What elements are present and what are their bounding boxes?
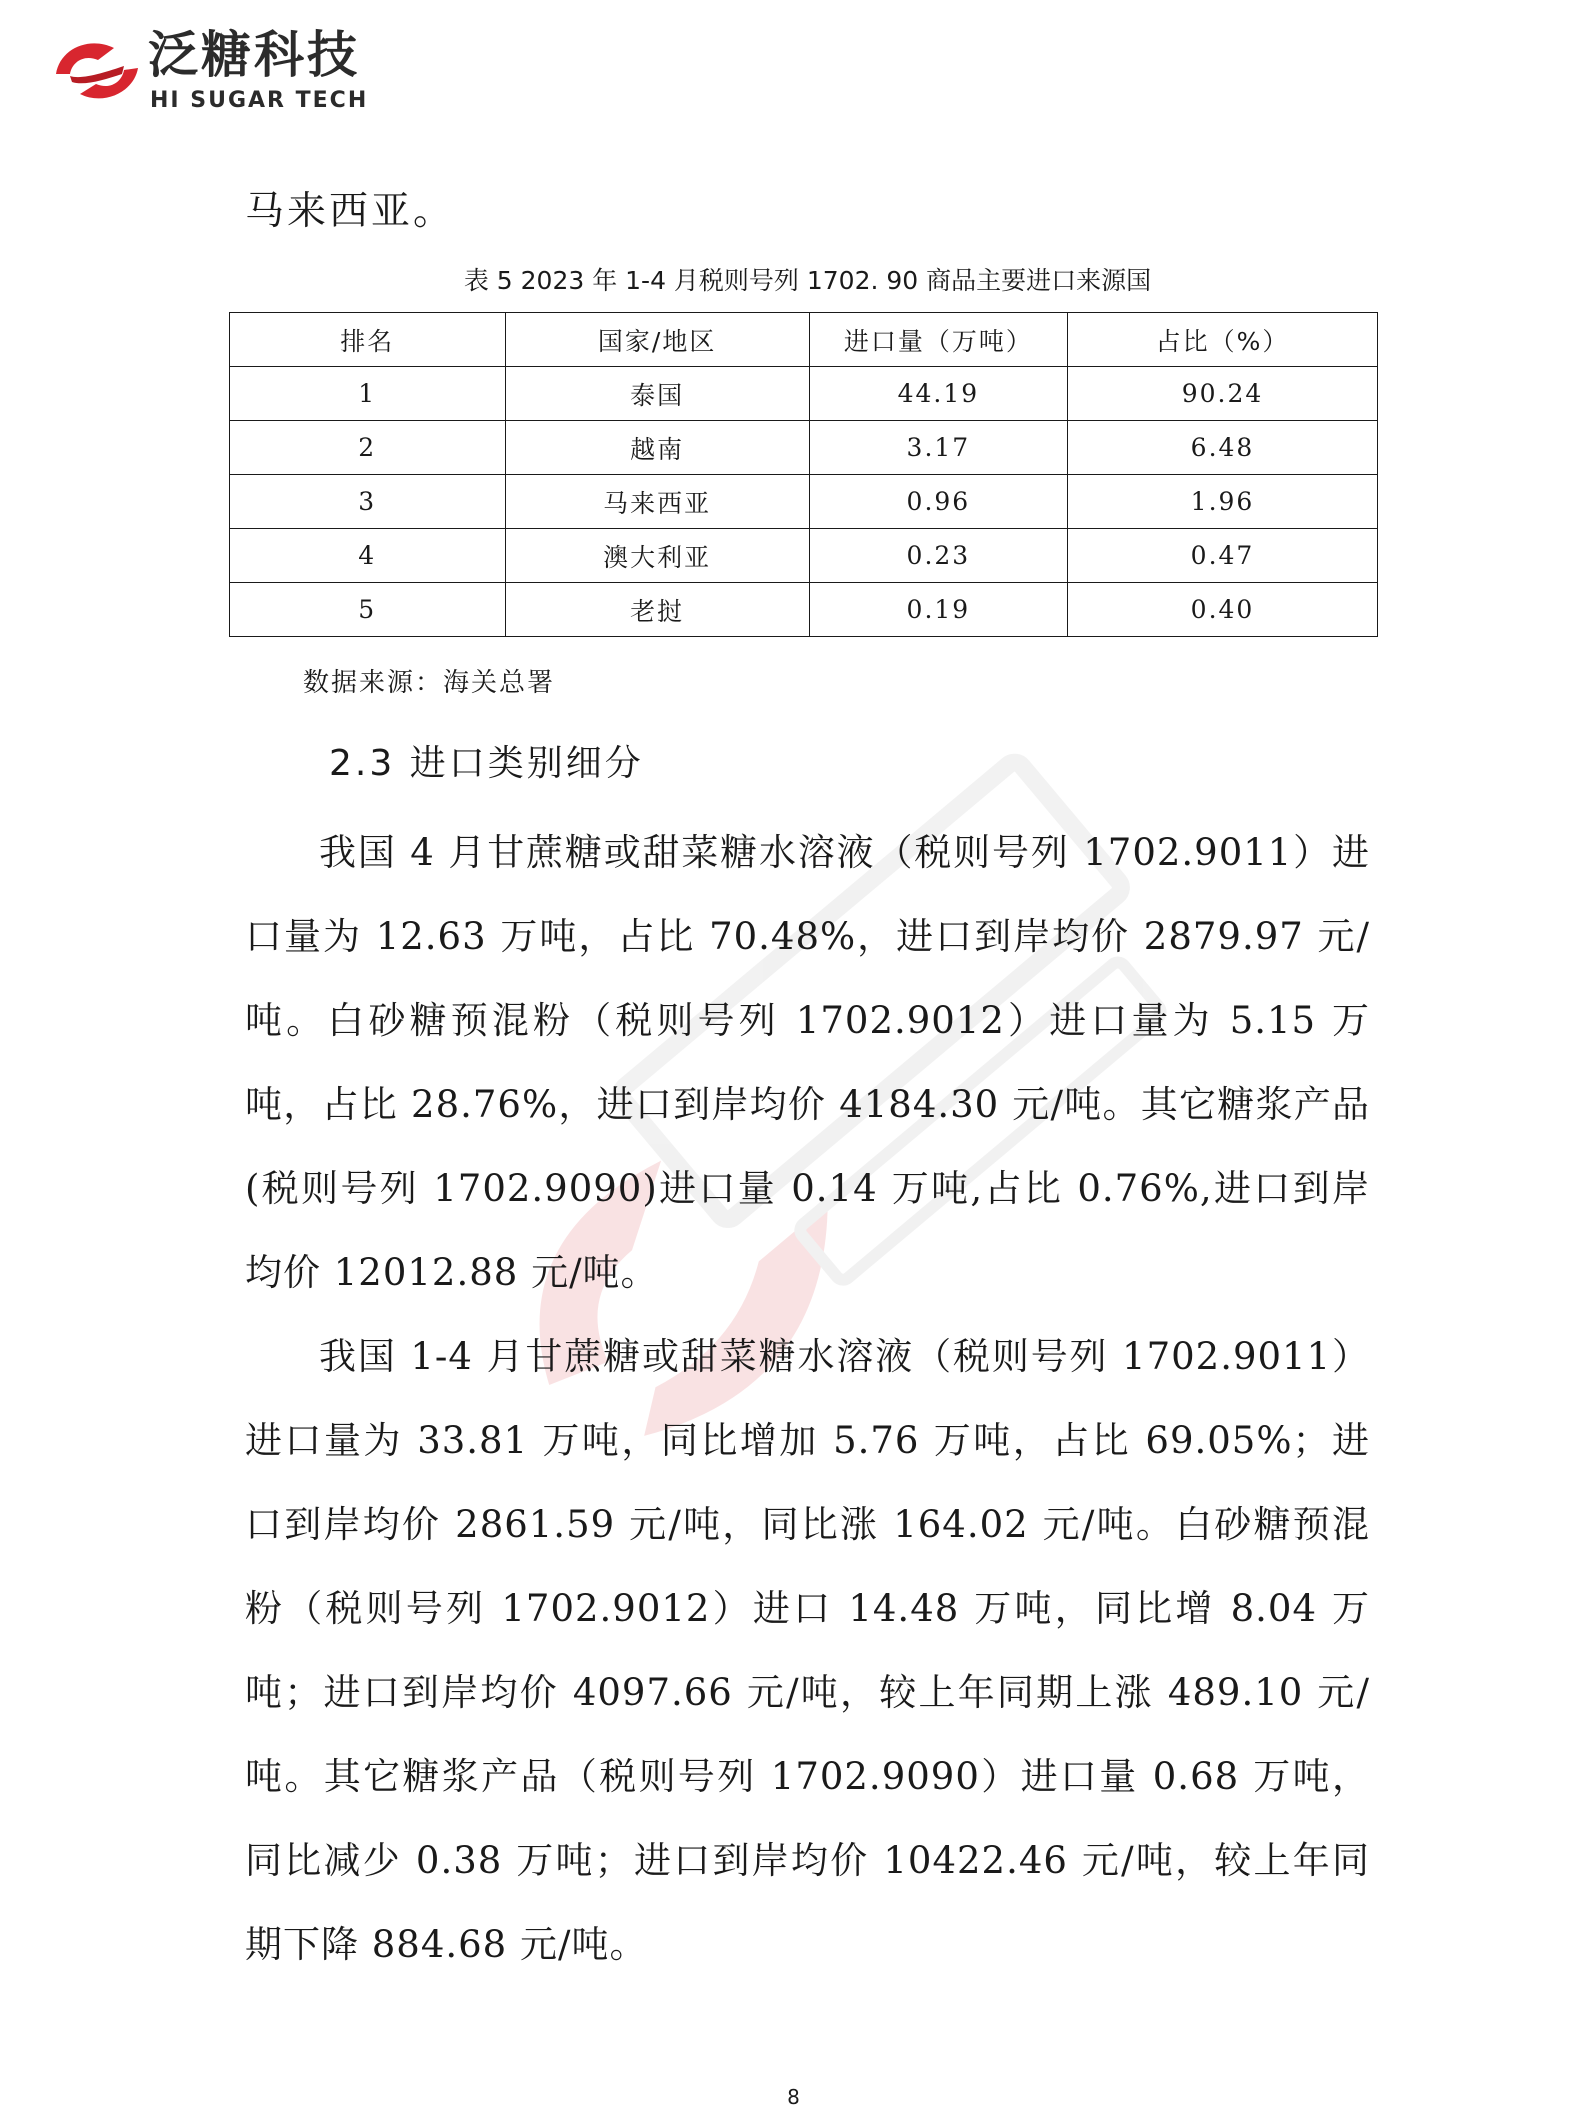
cell-rank: 3 [230, 475, 506, 529]
header-country: 国家/地区 [505, 313, 809, 367]
body-paragraph: 我国 4 月甘蔗糖或甜菜糖水溶液（税则号列 1702.9011）进口量为 12.63 万吨，占比 70.48%，进口到岸均价 2879.97 元/吨。白砂糖预混粉（税则号列 1702.9012）进口量为 5.15 万吨，占比 28.76%，进口到岸均价 4184.30 元/吨。其它糖浆产品(税则号列 1702.9090)进口量 0.14 万吨,占比 0.76%,进口到岸均价 12012.88 元/吨。 [245, 831, 1370, 1294]
cell-share: 1.96 [1068, 475, 1378, 529]
cell-rank: 2 [230, 421, 506, 475]
data-source-note: 数据来源：海关总署 [303, 668, 556, 698]
brand-logo-icon [52, 34, 142, 110]
table-header-row [230, 313, 1378, 367]
table-row [230, 367, 1378, 421]
continuation-text: 马来西亚。 [245, 189, 456, 234]
table-row [230, 421, 1378, 475]
page-number: 8 [787, 2085, 800, 2109]
table-row [230, 475, 1378, 529]
cell-country: 泰国 [505, 367, 809, 421]
brand-name-en: HI SUGAR TECH [150, 88, 369, 113]
cell-rank: 5 [230, 583, 506, 637]
cell-volume: 0.19 [809, 583, 1067, 637]
section-heading: 2.3 进口类别细分 [329, 743, 644, 784]
cell-country: 澳大利亚 [505, 529, 809, 583]
cell-rank: 1 [230, 367, 506, 421]
import-source-table [229, 312, 1378, 637]
brand-name-cn: 泛糖科技 [148, 26, 360, 84]
header-share: 占比（%） [1068, 313, 1378, 367]
cell-country: 越南 [505, 421, 809, 475]
cell-volume: 3.17 [809, 421, 1067, 475]
body-paragraph: 我国 1-4 月甘蔗糖或甜菜糖水溶液（税则号列 1702.9011）进口量为 33.81 万吨，同比增加 5.76 万吨，占比 69.05%；进口到岸均价 2861.59 元/吨，同比涨 164.02 元/吨。白砂糖预混粉（税则号列 1702.9012）进口 14.48 万吨，同比增 8.04 万吨；进口到岸均价 4097.66 元/吨，较上年同期上涨 489.10 元/吨。其它糖浆产品（税则号列 1702.9090）进口量 0.68 万吨，同比减少 0.38 万吨；进口到岸均价 10422.46 元/吨，较上年同期下降 884.68 元/吨。 [245, 1335, 1370, 1966]
table-caption: 表 5 2023 年 1-4 月税则号列 1702. 90 商品主要进口来源国 [463, 266, 1152, 295]
cell-volume: 0.23 [809, 529, 1067, 583]
cell-volume: 44.19 [809, 367, 1067, 421]
page-content [245, 180, 1370, 1987]
cell-rank: 4 [230, 529, 506, 583]
header-rank: 排名 [230, 313, 506, 367]
cell-share: 0.40 [1068, 583, 1378, 637]
cell-country: 马来西亚 [505, 475, 809, 529]
cell-volume: 0.96 [809, 475, 1067, 529]
cell-share: 6.48 [1068, 421, 1378, 475]
table-row [230, 529, 1378, 583]
table-row [230, 583, 1378, 637]
cell-share: 90.24 [1068, 367, 1378, 421]
header-volume: 进口量（万吨） [809, 313, 1067, 367]
cell-share: 0.47 [1068, 529, 1378, 583]
cell-country: 老挝 [505, 583, 809, 637]
